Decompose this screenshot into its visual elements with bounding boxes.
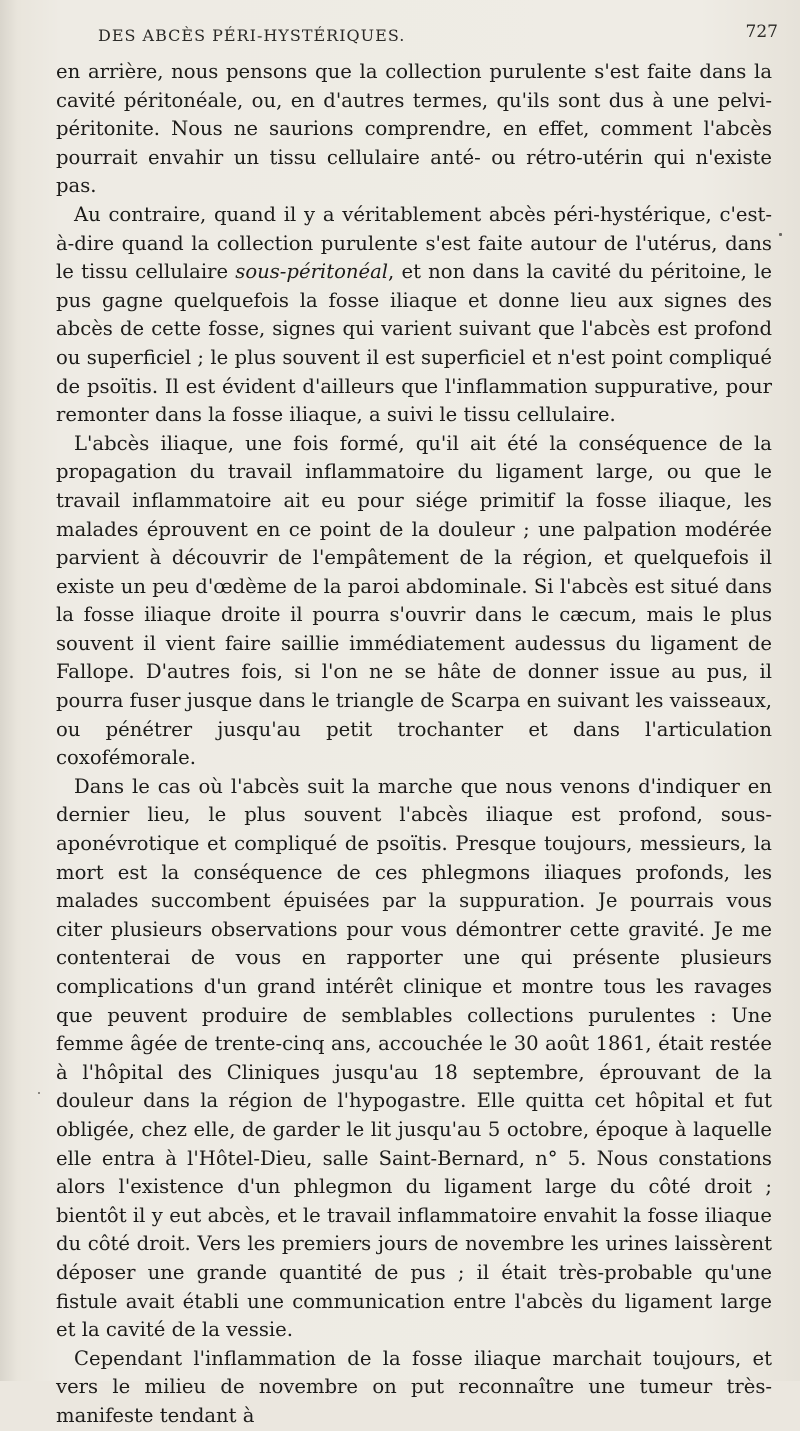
paragraph-1-text: en arrière, nous pensons que la collection purulente s'est faite dans la cavité péritonéale, ou, en d'autres termes, qu'ils sont dus à une pelvi-péritonite. Nous ne saurions comprendre, en effet, comment l'abcès pourrait envahir un tissu cellulaire anté- ou rétro-utérin qui n'existe pas. (56, 60, 772, 198)
paragraph-4 (56, 773, 772, 1345)
paragraph-3-text: L'abcès iliaque, une fois formé, qu'il ait été la conséquence de la propagation du travail inflammatoire du ligament large, ou que le travail inflammatoire ait eu pour siége primitif la fosse iliaque, les malades éprouvent en ce point de la douleur ; une palpation modérée parvient à découvrir de l'empâtement de la région, et quelquefois il existe un peu d'œdème de la paroi abdominale. Si l'abcès est situé dans la fosse iliaque droite il pourra s'ouvrir dans le cæcum, mais le plus souvent il vient faire saillie immédiatement audessus du ligament de Fallope. D'autres fois, si l'on ne se hâte de donner issue au pus, il pourra fuser jusque dans le triangle de Scarpa en suivant les vaisseaux, ou pénétrer jusqu'au petit trochanter et dans l'articulation coxofémorale. (56, 431, 772, 770)
body-text (56, 58, 772, 1431)
paper-speck (38, 1092, 40, 1094)
paragraph-3 (56, 430, 772, 773)
paragraph-5 (56, 1345, 772, 1431)
page-number: 727 (745, 22, 778, 42)
paragraph-2-text-start: Au contraire, quand il y a véritablement abcès péri-hystérique, c'est-à-dire quand la collection purulente s'est faite autour de l'utérus, dans le tissu cellulaire (56, 202, 772, 284)
paragraph-1 (56, 58, 772, 201)
paragraph-4-text: Dans le cas où l'abcès suit la marche que nous venons d'indiquer en dernier lieu, le plus souvent l'abcès iliaque est profond, sous-aponévrotique et compliqué de psoïtis. Presque toujours, messieurs, la mort est la conséquence de ces phlegmons iliaques profonds, les malades succombent épuisées par la suppuration. Je pourrais vous citer plusieurs observations pour vous démontrer cette gravité. Je me contenterai de vous en rapporter une qui présente plusieurs complications d'un grand intérêt clinique et montre tous les ravages que peuvent produire de semblables collections purulentes : Une femme âgée de trente-cinq ans, accouchée le 30 août 1861, était restée à l'hôpital des Cliniques jusqu'au 18 septembre, éprouvant de la douleur dans la région de l'hypogastre. Elle quitta cet hôpital et fut obligée, chez elle, de garder le lit jusqu'au 5 octobre, époque à laquelle elle entra à l'Hôtel-Dieu, salle Saint-Bernard, n° 5. Nous constations alors l'existence d'un phlegmon du ligament large du côté droit ; bientôt il y eut abcès, et le travail inflammatoire envahit la fosse iliaque du côté droit. Vers les premiers jours de novembre les urines laissèrent déposer une grande quantité de pus ; il était très-probable qu'une fistule avait établi une communication entre l'abcès du ligament large et la cavité de la vessie. (56, 774, 772, 1342)
paragraph-2-emphasis: sous-péritonéal (235, 260, 389, 284)
running-title: DES ABCÈS PÉRI-HYSTÉRIQUES. (98, 26, 406, 45)
paragraph-2-text-end: , et non dans la cavité du péritoine, le pus gagne quelquefois la fosse iliaque et donne lieu aux signes des abcès de cette fosse, signes qui varient suivant que l'abcès est profond ou superficiel ; le plus souvent il est superficiel et n'est point compliqué de psoïtis. Il est évident d'ailleurs que l'inflammation suppurative, pour remonter dans la fosse iliaque, a suivi le tissu cellulaire. (56, 260, 772, 427)
paragraph-2 (56, 201, 772, 430)
page-header (56, 22, 778, 50)
paragraph-5-text: Cependant l'inflammation de la fosse iliaque marchait toujours, et vers le milieu de novembre on put reconnaître une tumeur très-manifeste tendant à (56, 1346, 772, 1427)
paper-speck (779, 233, 782, 236)
